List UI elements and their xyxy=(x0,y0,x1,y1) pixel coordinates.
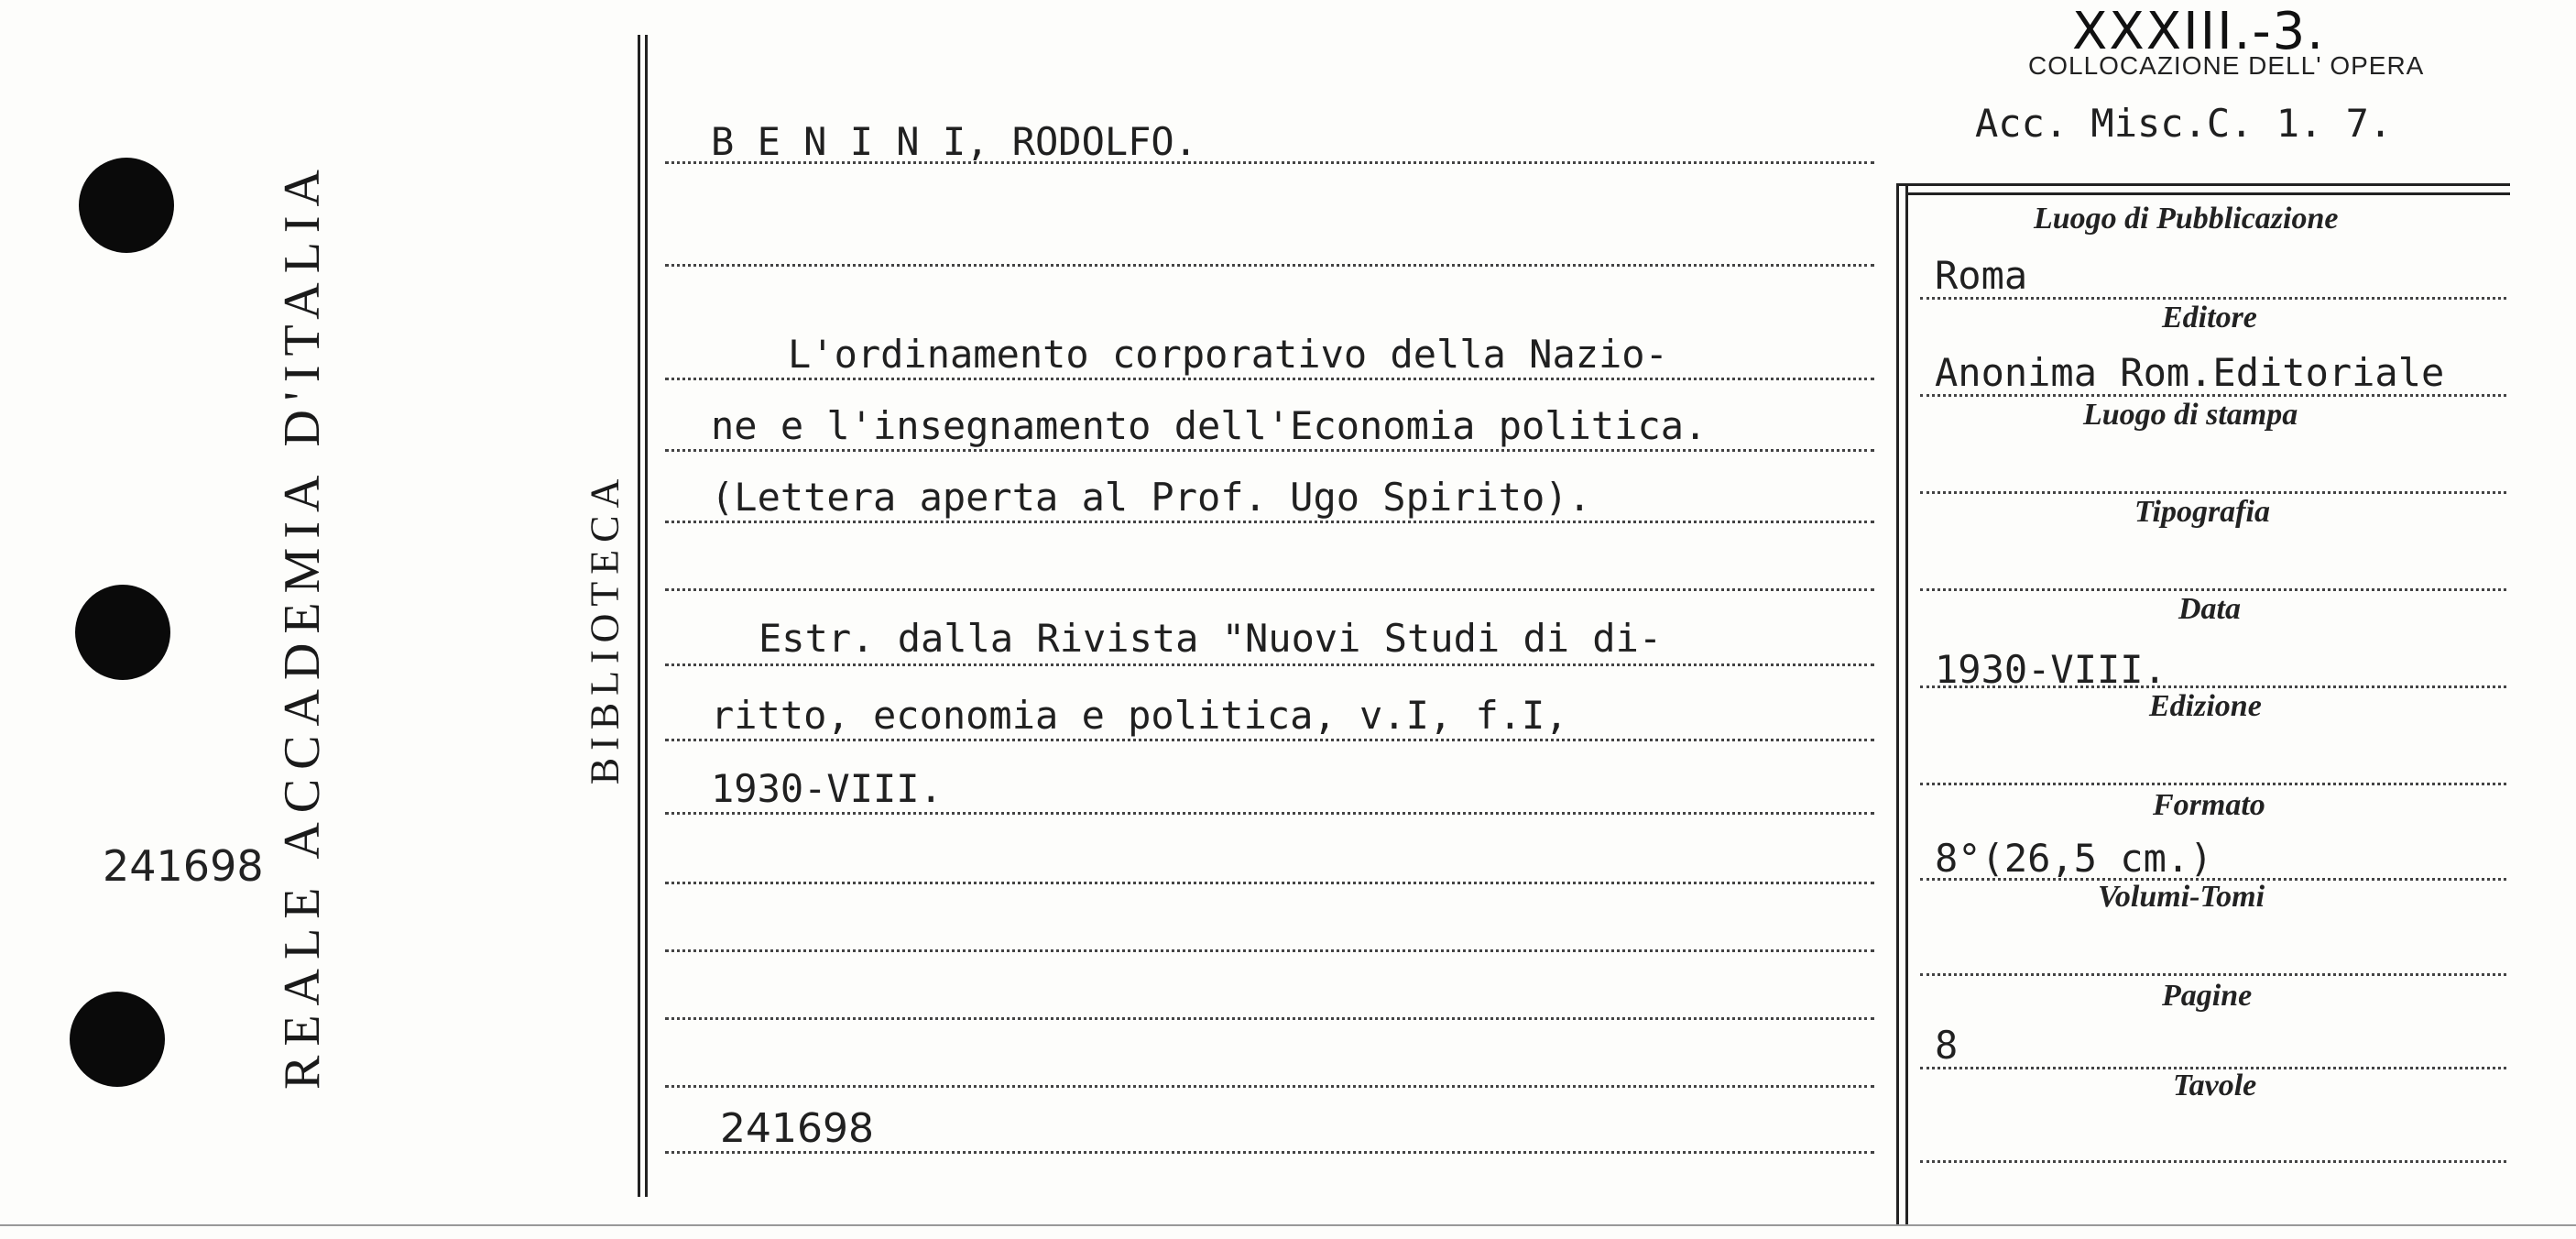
title-line-3: (Lettera aperta al Prof. Ugo Spirito). xyxy=(711,475,1591,520)
label-edizione: Edizione xyxy=(2149,689,2262,723)
panel-line xyxy=(1920,973,2506,976)
notes-line-1: Estr. dalla Rivista "Nuovi Studi di di- xyxy=(759,616,1663,661)
body-line xyxy=(665,378,1874,380)
punch-hole-top xyxy=(79,158,174,253)
panel-top-rule-2 xyxy=(1905,192,2510,195)
panel-top-rule-1 xyxy=(1896,183,2510,186)
label-editore: Editore xyxy=(2162,301,2257,334)
value-luogo-pubblicazione: Roma xyxy=(1935,253,2028,298)
label-tavole: Tavole xyxy=(2173,1069,2257,1102)
left-rule-2 xyxy=(645,35,648,1197)
body-line xyxy=(665,1017,1874,1020)
body-line xyxy=(665,882,1874,884)
punch-hole-bottom xyxy=(70,992,165,1087)
label-data: Data xyxy=(2178,592,2241,626)
shelfmark-handwritten: XXXIII.-3. xyxy=(2072,2,2326,61)
shelfmark-typed: Acc. Misc.C. 1. 7. xyxy=(1975,101,2393,146)
label-luogo-stampa: Luogo di stampa xyxy=(2083,398,2298,432)
panel-line xyxy=(1920,491,2506,494)
value-data: 1930-VIII. xyxy=(1935,647,2167,692)
panel-rule-2 xyxy=(1905,185,1908,1226)
punch-hole-middle xyxy=(75,585,170,680)
body-line xyxy=(665,1085,1874,1088)
body-line xyxy=(665,521,1874,523)
title-line-1: L'ordinamento corporativo della Nazio- xyxy=(788,332,1668,377)
bottom-rule xyxy=(0,1224,2576,1226)
label-formato: Formato xyxy=(2153,788,2265,822)
author-name: B E N I N I, RODOLFO. xyxy=(711,119,1198,164)
body-line xyxy=(665,663,1874,666)
body-line xyxy=(665,949,1874,952)
department-name: BIBLIOTECA xyxy=(582,471,628,785)
body-line xyxy=(665,264,1874,267)
value-editore: Anonima Rom.Editoriale xyxy=(1935,350,2445,395)
panel-line xyxy=(1920,394,2506,397)
panel-rule-1 xyxy=(1896,185,1899,1226)
institution-name: REALE ACCADEMIA D'ITALIA xyxy=(274,160,331,1090)
body-line xyxy=(665,739,1874,741)
panel-line xyxy=(1920,588,2506,591)
label-luogo-pubblicazione: Luogo di Pubblicazione xyxy=(2034,202,2339,236)
body-line xyxy=(665,812,1874,815)
panel-line xyxy=(1920,1160,2506,1163)
left-rule-1 xyxy=(638,35,640,1197)
value-formato: 8°(26,5 cm.) xyxy=(1935,836,2213,881)
body-line xyxy=(665,449,1874,452)
left-accession-number: 241698 xyxy=(103,841,264,891)
label-pagine: Pagine xyxy=(2162,979,2253,1013)
panel-line xyxy=(1920,685,2506,688)
title-line-2: ne e l'insegnamento dell'Economia politica. xyxy=(711,403,1708,448)
shelfmark-header: COLLOCAZIONE DELL' OPERA xyxy=(2028,51,2425,80)
label-tipografia: Tipografia xyxy=(2134,495,2270,529)
notes-line-3: 1930-VIII. xyxy=(711,766,943,811)
panel-line xyxy=(1920,783,2506,785)
bottom-accession-number: 241698 xyxy=(720,1105,874,1152)
body-line xyxy=(665,588,1874,591)
value-pagine: 8 xyxy=(1935,1023,1959,1068)
label-volumi-tomi: Volumi-Tomi xyxy=(2098,880,2265,914)
notes-line-2: ritto, economia e politica, v.I, f.I, xyxy=(711,693,1568,738)
panel-line xyxy=(1920,297,2506,300)
